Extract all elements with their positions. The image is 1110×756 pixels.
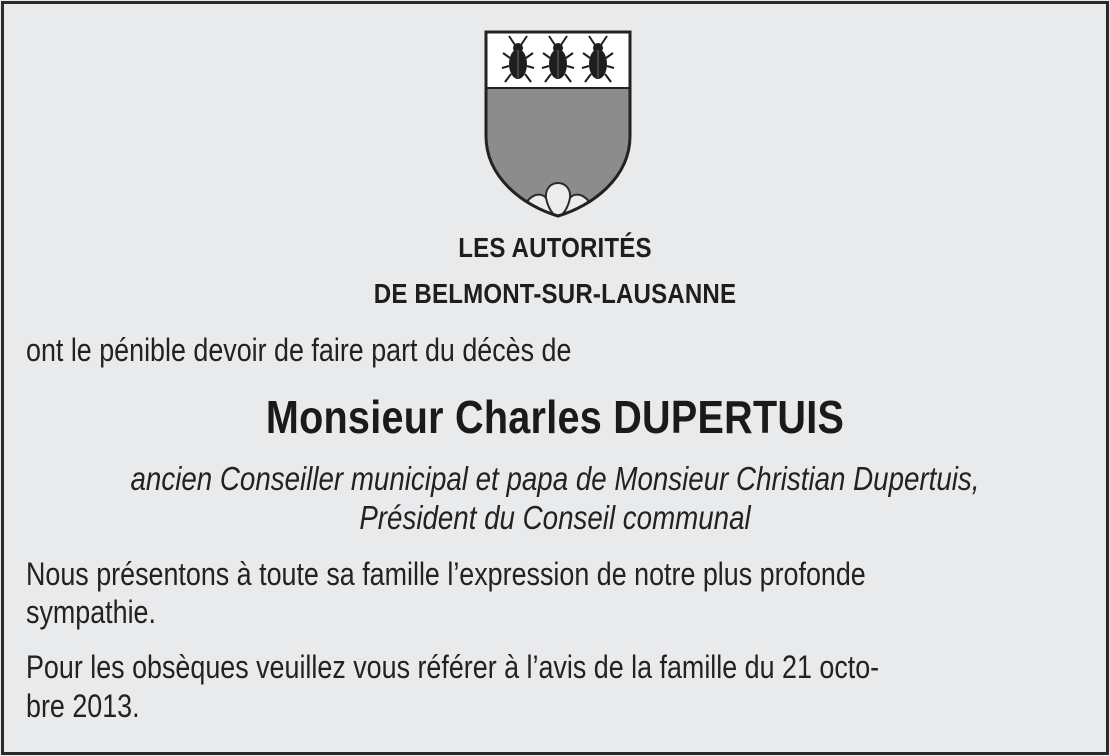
notice-frame [1,1,1109,755]
intro-text: ont le pénible devoir de faire part du décès de [26,332,572,368]
coat-of-arms-icon [482,28,634,220]
role-line1: ancien Conseiller municipal et papa de Monsieur Christian Dupertuis, [130,460,980,497]
funeral-text-line1: Pour les obsèques veuillez vous référer à l’avis de la famille du 21 octo- [26,649,880,685]
authority-heading-line2: DE BELMONT-SUR-LAUSANNE [373,278,737,309]
condolence-text-line2: sympathie. [26,594,156,630]
authority-heading-line1: LES AUTORITÉS [458,232,652,263]
condolence-text-line1: Nous présentons à toute sa famille l’expression de notre plus profonde [26,556,866,592]
role-line2: Président du Conseil communal [359,499,751,536]
funeral-text-line2: bre 2013. [26,688,140,724]
deceased-name: Monsieur Charles DUPERTUIS [265,391,845,443]
